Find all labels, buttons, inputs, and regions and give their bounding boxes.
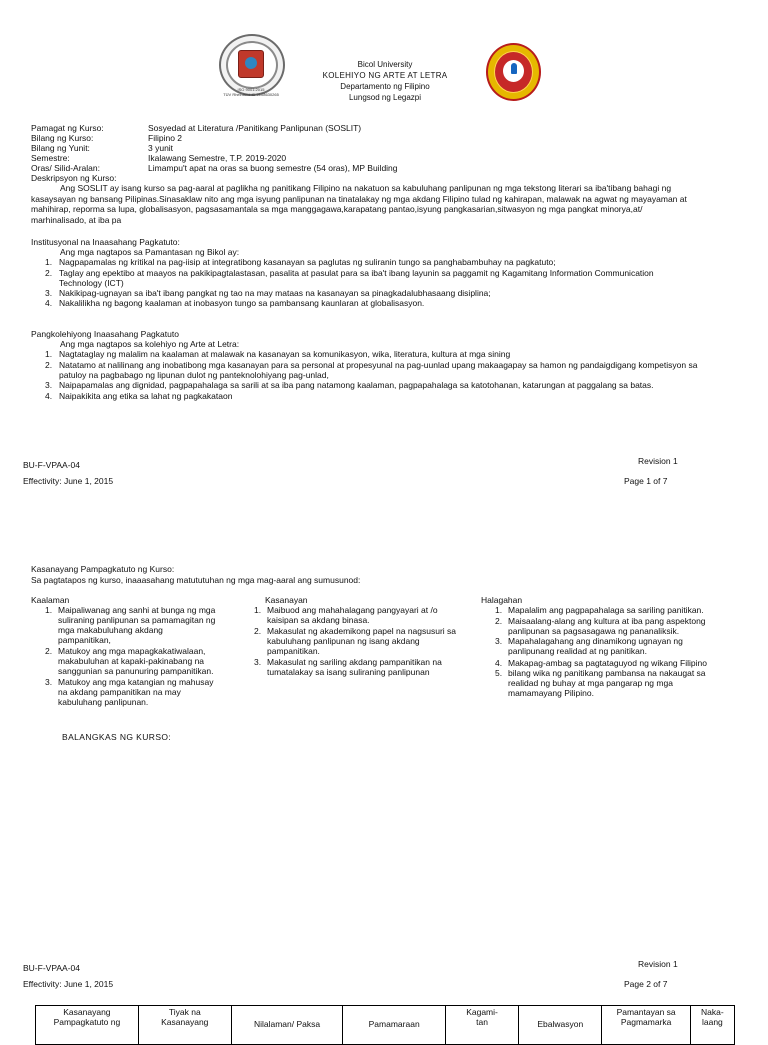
institutional-intro: Ang mga nagtapos sa Pamantasan ng Bikol ay: bbox=[60, 247, 240, 257]
list-item bbox=[45, 391, 745, 402]
header-text: Pamantayan sa bbox=[616, 1007, 676, 1017]
university-name: Bicol University bbox=[357, 60, 413, 69]
info-label: Deskripsyon ng Kurso: bbox=[31, 173, 117, 183]
item-number: 2. bbox=[45, 360, 53, 370]
item-number: 3. bbox=[45, 288, 53, 298]
item-number: 1. bbox=[45, 349, 53, 359]
info-value: Sosyedad at Literatura /Panitikang Panlipunan (SOSLIT) bbox=[148, 123, 362, 133]
page-number: Page 2 of 7 bbox=[624, 979, 668, 989]
item-text: Matukoy ang mga mapagkakatiwalaan, bbox=[58, 646, 206, 656]
table-header-cell bbox=[690, 1006, 734, 1045]
college-of-arts-and-letters-seal-icon bbox=[486, 43, 541, 101]
item-text: patuloy na pagbabago ng lipunan dulot ng panteknolohiyang pag-unlad, bbox=[59, 370, 329, 380]
form-code: BU-F-VPAA-04 bbox=[23, 460, 80, 470]
item-text: mga makabuluhang akdang bbox=[58, 625, 163, 635]
list-item bbox=[45, 349, 745, 360]
table-header-cell bbox=[343, 1006, 446, 1045]
item-text: Matukoy ang mga katangian ng mahusay bbox=[58, 677, 214, 687]
item-text: Makasulat ng akademikong papel na nagsusuri sa bbox=[267, 626, 457, 636]
item-number: 2. bbox=[254, 626, 262, 636]
list-item bbox=[45, 268, 745, 289]
info-label: Pamagat ng Kurso: bbox=[31, 123, 104, 133]
item-text: na akdang pampanitikan na may bbox=[58, 687, 181, 697]
item-number: 1. bbox=[495, 605, 503, 615]
item-number: 3. bbox=[495, 636, 503, 646]
department-name: Departamento ng Filipino bbox=[340, 82, 430, 91]
item-text: Mapahalagahang ang dinamikong ugnayan ng bbox=[508, 636, 683, 646]
item-number: 3. bbox=[45, 380, 53, 390]
header-text: Kasanayang bbox=[161, 1016, 209, 1027]
list-item bbox=[45, 646, 255, 676]
info-label: Bilang ng Kurso: bbox=[31, 133, 94, 143]
description-line: kasaysayan ng bansang Pilipinas.Sinasaklaw nito ang mga isyung panlipunan na tinatalakay ng mga akdang Filipino tulad ng kahirapan, malawak na agwat ng mayayaman at bbox=[31, 194, 687, 204]
header-text: Pamamaraan bbox=[368, 1019, 420, 1030]
list-item bbox=[254, 626, 479, 656]
item-text: kabuluhang panlipunan. bbox=[58, 697, 149, 707]
header-text: Pagmamarka bbox=[620, 1016, 672, 1027]
form-code: BU-F-VPAA-04 bbox=[23, 963, 80, 973]
info-label: Oras/ Silid-Aralan: bbox=[31, 163, 100, 173]
header-text: Nilalaman/ Paksa bbox=[253, 1019, 321, 1030]
list-item bbox=[495, 668, 745, 698]
info-value: Filipino 2 bbox=[148, 133, 183, 143]
item-text: pampanitikan, bbox=[58, 635, 111, 645]
effectivity-date: Effectivity: June 1, 2015 bbox=[23, 476, 114, 486]
course-outline-heading: BALANGKAS NG KURSO: bbox=[62, 732, 172, 742]
item-text: Maibuod ang mahahalagang pangyayari at /o bbox=[267, 605, 438, 615]
header-text: Pampagkatuto ng bbox=[53, 1016, 121, 1027]
torch-icon bbox=[511, 63, 517, 74]
column-title: Kasanayan bbox=[265, 595, 308, 605]
item-number: 5. bbox=[495, 668, 503, 678]
item-text: kabuluhang panlipunan ng isang akdang bbox=[267, 636, 420, 646]
info-value: Ikalawang Semestre, T.P. 2019-2020 bbox=[148, 153, 287, 163]
item-text: Nagtataglay ng malalim na kaalaman at malawak na kasanayan sa komunikasyon, wika, literatura, kultura at mga sining bbox=[59, 349, 511, 359]
item-text: Naipakikita ang etika sa lahat ng pagkakataon bbox=[59, 391, 233, 401]
list-item bbox=[45, 605, 255, 645]
item-text: Nagpapamalas ng kritikal na pag-iisip at integratibong kasanayan sa paglutas ng suliranin tungo sa panghabambuhay na pagkatuto; bbox=[59, 257, 556, 267]
item-number: 2. bbox=[45, 646, 53, 656]
item-text: Makapag-ambag sa pagtataguyod ng wikang Filipino bbox=[508, 658, 707, 668]
outcomes-heading: Kasanayang Pampagkatuto ng Kurso: bbox=[31, 564, 175, 574]
institutional-heading: Institusyonal na Inaasahang Pagkatuto: bbox=[31, 237, 180, 247]
iso-certification bbox=[216, 87, 286, 97]
description-line: mahihirap, reporma sa lupa, globalisasyon, pagsasamantala sa mga manggagawa,karapatang pantao,isyung pangkasarian,sitwasyon ng mga pangkat minorya,at/ bbox=[31, 204, 643, 214]
item-text: mamamayang Pilipino. bbox=[508, 688, 594, 698]
item-text: Taglay ang epektibo at maayos na pakikipagtalastasan, pasalita at pasulat para sa iba't ibang layunin sa paggamit ng Kagamitang Information Communication bbox=[59, 268, 654, 278]
header-text: Naka- bbox=[701, 1007, 724, 1017]
iso-line: TÜV Rheinland ID 9108630265 bbox=[223, 92, 279, 97]
column-title: Kaalaman bbox=[31, 595, 70, 605]
item-text: makabuluhan at kapaki-pakinabang na bbox=[58, 656, 205, 666]
item-number: 3. bbox=[45, 677, 53, 687]
list-item bbox=[45, 360, 745, 381]
list-item bbox=[254, 605, 479, 625]
revision-label: Revision 1 bbox=[638, 959, 678, 969]
item-text: Nakikipag-ugnayan sa iba't ibang pangkat ng tao na may mataas na kasanayan sa pinagkadalubhasaang disiplina; bbox=[59, 288, 491, 298]
table-header-row bbox=[36, 1006, 735, 1045]
list-item bbox=[45, 257, 745, 268]
header-text: laang bbox=[701, 1016, 723, 1027]
iso-line: ISO 9001:2015 bbox=[237, 87, 265, 92]
seal-shield bbox=[238, 50, 264, 78]
item-text: kaisipan sa akdang binasa. bbox=[267, 615, 370, 625]
page-number: Page 1 of 7 bbox=[624, 476, 668, 486]
item-text: suliraning panlipunan sa pamamagitan ng bbox=[58, 615, 216, 625]
city-name: Lungsod ng Legazpi bbox=[348, 93, 422, 102]
college-outcomes-intro: Ang mga nagtapos sa kolehiyo ng Arte at Letra: bbox=[60, 339, 240, 349]
column-title: Halagahan bbox=[481, 595, 523, 605]
table-header-cell bbox=[231, 1006, 343, 1045]
item-number: 4. bbox=[45, 298, 53, 308]
item-text: panlipunang realidad at ng panitikan. bbox=[508, 646, 647, 656]
item-text: bilang wika ng panitikang pambansa na nakaugat sa bbox=[508, 668, 706, 678]
item-text: Mapalalim ang pagpapahalaga sa sariling panitikan. bbox=[508, 605, 704, 615]
info-label: Semestre: bbox=[31, 153, 70, 163]
item-text: realidad ng buhay at mga pangarap ng mga bbox=[508, 678, 673, 688]
item-text: Makasulat ng sariling akdang pampanitikan na bbox=[267, 657, 442, 667]
item-number: 4. bbox=[45, 391, 53, 401]
item-number: 4. bbox=[495, 658, 503, 668]
item-number: 2. bbox=[45, 268, 53, 278]
item-number: 1. bbox=[45, 257, 53, 267]
list-item bbox=[495, 616, 745, 636]
table-header-cell bbox=[519, 1006, 602, 1045]
item-text: Technology (ICT) bbox=[59, 278, 124, 288]
item-text: tumatalakay sa isang suliraning panlipunan bbox=[267, 667, 430, 677]
list-item bbox=[45, 677, 255, 707]
item-text: sanggunian sa panunuring pampanitikan. bbox=[58, 666, 214, 676]
college-outcomes-heading: Pangkolehiyong Inaasahang Pagkatuto bbox=[31, 329, 179, 339]
outcomes-intro: Sa pagtatapos ng kurso, inaaasahang matututuhan ng mga mag-aaral ang sumusunod: bbox=[31, 575, 361, 585]
description-line: marhinalisado, at iba pa bbox=[31, 215, 122, 225]
table-header-cell bbox=[36, 1006, 139, 1045]
item-number: 1. bbox=[45, 605, 53, 615]
list-item bbox=[495, 605, 745, 616]
table-header-cell bbox=[445, 1006, 518, 1045]
course-outline-table bbox=[35, 1005, 735, 1045]
list-item bbox=[45, 380, 745, 391]
revision-label: Revision 1 bbox=[638, 456, 678, 466]
header-text: Ebalwasyon bbox=[537, 1019, 584, 1030]
item-number: 3. bbox=[254, 657, 262, 667]
list-item bbox=[254, 657, 479, 677]
item-text: panlipunan sa pagsasagawa ng pananaliksik. bbox=[508, 626, 680, 636]
list-item bbox=[495, 636, 745, 656]
college-name: KOLEHIYO NG ARTE AT LETRA bbox=[322, 71, 448, 80]
table-header-cell bbox=[138, 1006, 231, 1045]
item-text: Nakalilikha ng bagong kaalaman at inobasyon tungo sa pambansang kaunlaran at globalisasyon. bbox=[59, 298, 425, 308]
item-text: Naipapamalas ang dignidad, pagpapahalaga sa sarili at sa iba pang natamong kaalaman, pagpapahalaga sa katotohanan, katarungan at paggalang sa batas. bbox=[59, 380, 654, 390]
item-number: 1. bbox=[254, 605, 262, 615]
header-text: Tiyak na bbox=[168, 1007, 201, 1017]
header-text: Kasanayang bbox=[63, 1007, 111, 1017]
item-text: Natatamo at nalilinang ang inobatibong mga kasanayan para sa personal at propesyunal na pag-uunlad upang makaagapay sa hamon ng pandaigdigang kompetisyon sa bbox=[59, 360, 698, 370]
item-number: 2. bbox=[495, 616, 503, 626]
description-line: Ang SOSLIT ay isang kurso sa pag-aaral at paglikha ng panitikang Filipino na nakatuon sa kabuluhang panlipunan ng mga tekstong literari sa iba'tibang bahagi ng bbox=[60, 183, 672, 193]
table-header-cell bbox=[602, 1006, 690, 1045]
header-text: Kagami- bbox=[466, 1007, 498, 1017]
info-value: 3 yunit bbox=[148, 143, 174, 153]
header-text: tan bbox=[476, 1016, 488, 1027]
item-text: Maisaalang-alang ang kultura at iba pang aspektong bbox=[508, 616, 706, 626]
list-item bbox=[45, 298, 745, 309]
item-text: pampanitikan. bbox=[267, 646, 320, 656]
info-value: Limampu't apat na oras sa buong semestre (54 oras), MP Building bbox=[148, 163, 398, 173]
effectivity-date: Effectivity: June 1, 2015 bbox=[23, 979, 114, 989]
item-text: Maipaliwanag ang sanhi at bunga ng mga bbox=[58, 605, 216, 615]
info-label: Bilang ng Yunit: bbox=[31, 143, 90, 153]
